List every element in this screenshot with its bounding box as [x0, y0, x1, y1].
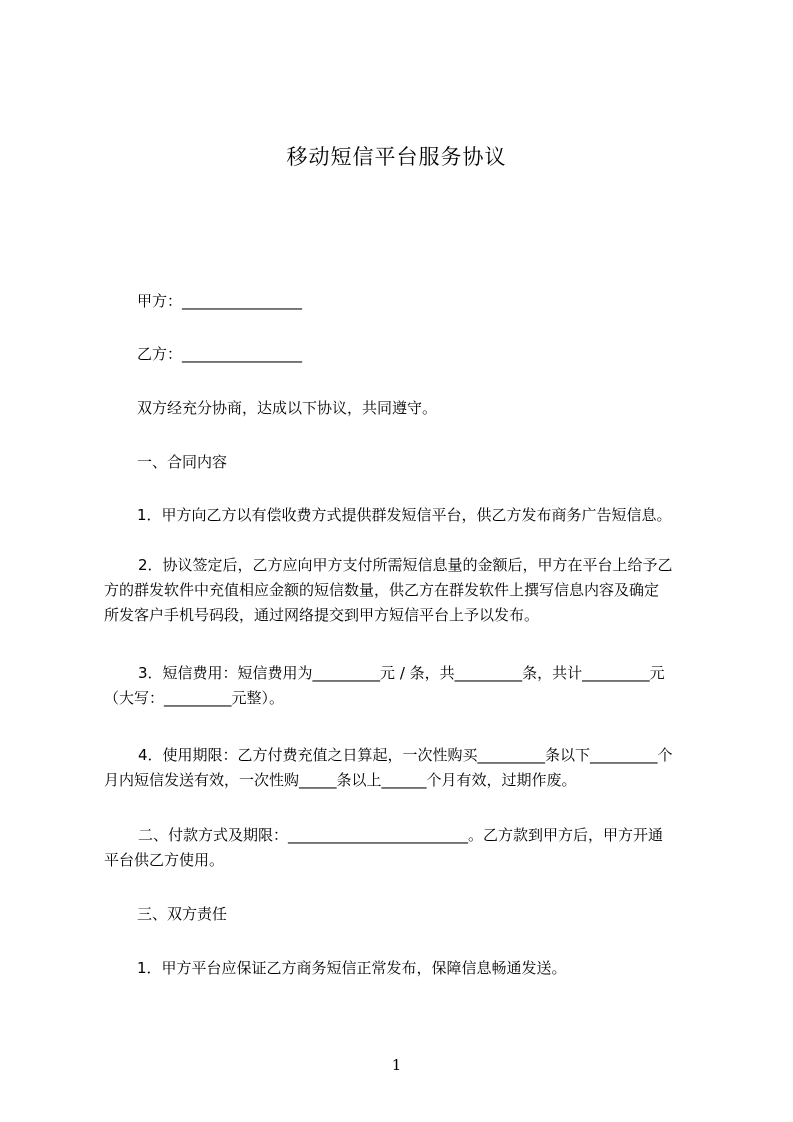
party-a-line: 甲方：________________ — [137, 292, 303, 310]
section-3-heading: 三、双方责任 — [137, 905, 228, 923]
section-1-heading: 一、合同内容 — [137, 453, 228, 471]
clause-1-3-line: （大写：_________元整）。 — [104, 689, 285, 707]
section-2-line: 二、付款方式及期限：________________________。乙方款到甲方后，甲方开通 — [138, 826, 664, 844]
clause-1-3 — [104, 661, 704, 711]
clause-1-1: 1．甲方向乙方以有偿收费方式提供群发短信平台，供乙方发布商务广告短信息。 — [137, 506, 672, 524]
clause-1-2-line: 2．协议签定后，乙方应向甲方支付所需短信息量的金额后，甲方在平台上给予乙 — [138, 556, 673, 574]
clause-1-2-line: 方的群发软件中充值相应金额的短信数量，供乙方在群发软件上撰写信息内容及确定 — [104, 581, 660, 599]
document-title: 移动短信平台服务协议 — [286, 145, 507, 169]
section-2-line: 平台供乙方使用。 — [104, 851, 225, 869]
clause-1-2 — [104, 553, 704, 628]
clause-1-2-line: 所发客户手机号码段，通过网络提交到甲方短信平台上予以发布。 — [104, 606, 540, 624]
section-2-payment — [104, 823, 704, 873]
clause-1-4 — [104, 743, 704, 793]
clause-1-3-line: 3．短信费用：短信费用为_________元 / 条，共_________条，共计_________元 — [138, 664, 665, 682]
clause-1-4-line: 月内短信发送有效，一次性购_____条以上______个月有效，过期作废。 — [104, 771, 577, 789]
clause-3-1: 1．甲方平台应保证乙方商务短信正常发布，保障信息畅通发送。 — [137, 959, 567, 977]
intro-paragraph: 双方经充分协商，达成以下协议，共同遵守。 — [137, 399, 438, 417]
party-b-line: 乙方：________________ — [137, 345, 303, 363]
clause-1-4-line: 4．使用期限：乙方付费充值之日算起，一次性购买_________条以下_________个 — [138, 746, 673, 764]
page-number: 1 — [391, 1056, 402, 1074]
